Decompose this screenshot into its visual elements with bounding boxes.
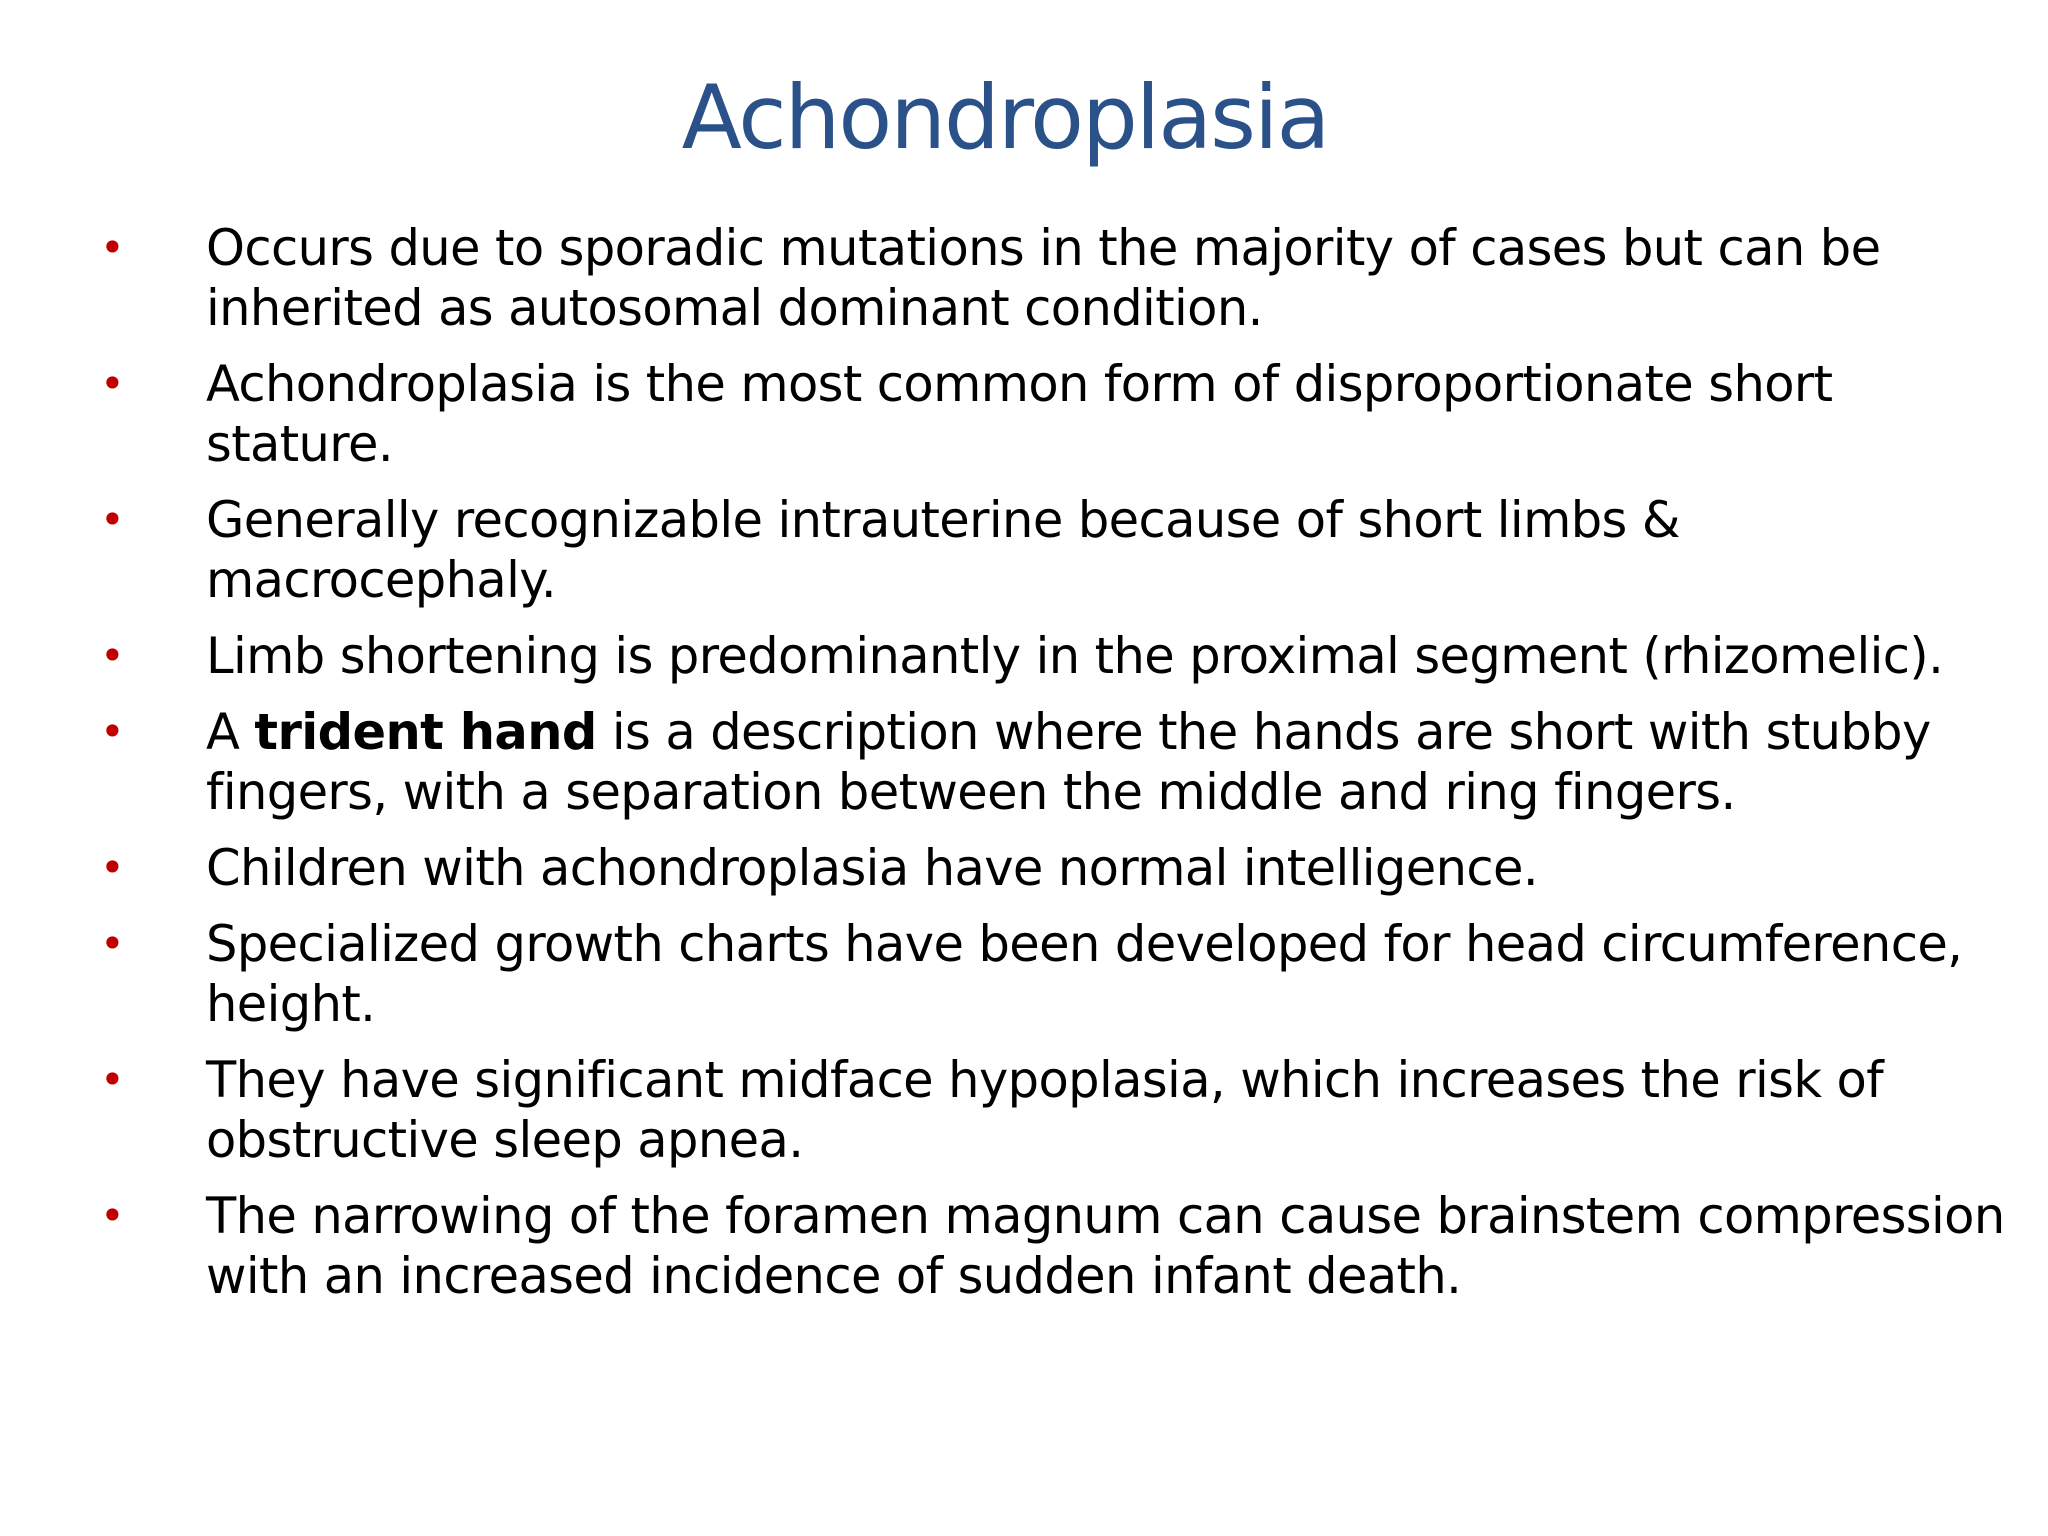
bullet-item xyxy=(100,490,2030,610)
bullet-text: They have significant midface hypoplasia, which increases the risk of obstructive sleep apnea. xyxy=(206,1051,1884,1169)
bullet-item xyxy=(100,838,2030,898)
bullet-item xyxy=(100,914,2030,1034)
bullet-icon: • xyxy=(100,1191,125,1240)
bullet-item xyxy=(100,702,2030,822)
bullet-icon: • xyxy=(100,495,125,544)
bullet-icon: • xyxy=(100,631,125,680)
bullet-text: Specialized growth charts have been developed for head circumference, height. xyxy=(206,915,1963,1033)
bullet-item xyxy=(100,1050,2030,1170)
bullet-list xyxy=(100,218,2030,1322)
bullet-text: Achondroplasia is the most common form of disproportionate short stature. xyxy=(206,355,1833,473)
bullet-icon: • xyxy=(100,843,125,892)
bullet-item xyxy=(100,626,2030,686)
bullet-text: Children with achondroplasia have normal intelligence. xyxy=(206,839,1538,897)
bullet-icon: • xyxy=(100,223,125,272)
slide-title: Achondroplasia xyxy=(681,66,1329,169)
bullet-item xyxy=(100,1186,2030,1306)
bullet-icon: • xyxy=(100,359,125,408)
bullet-text: The narrowing of the foramen magnum can cause brainstem compression with an increased incidence of sudden infant death. xyxy=(206,1187,2005,1305)
bullet-text xyxy=(206,703,1931,821)
bullet-text: Limb shortening is predominantly in the proximal segment (rhizomelic). xyxy=(206,627,1944,685)
bullet-icon: • xyxy=(100,1055,125,1104)
bullet-text-before: A xyxy=(206,703,255,761)
bullet-item xyxy=(100,218,2030,338)
bullet-text-bold: trident hand xyxy=(254,703,597,761)
bullet-text: Generally recognizable intrauterine because of short limbs & macrocephaly. xyxy=(206,491,1680,609)
bullet-item xyxy=(100,354,2030,474)
bullet-icon: • xyxy=(100,919,125,968)
bullet-icon: • xyxy=(100,707,125,756)
bullet-text-after: is a description where the hands are short with stubby fingers, with a separation between the middle and ring fingers. xyxy=(206,703,1931,821)
bullet-text: Occurs due to sporadic mutations in the majority of cases but can be inherited as autosomal dominant condition. xyxy=(206,219,1881,337)
